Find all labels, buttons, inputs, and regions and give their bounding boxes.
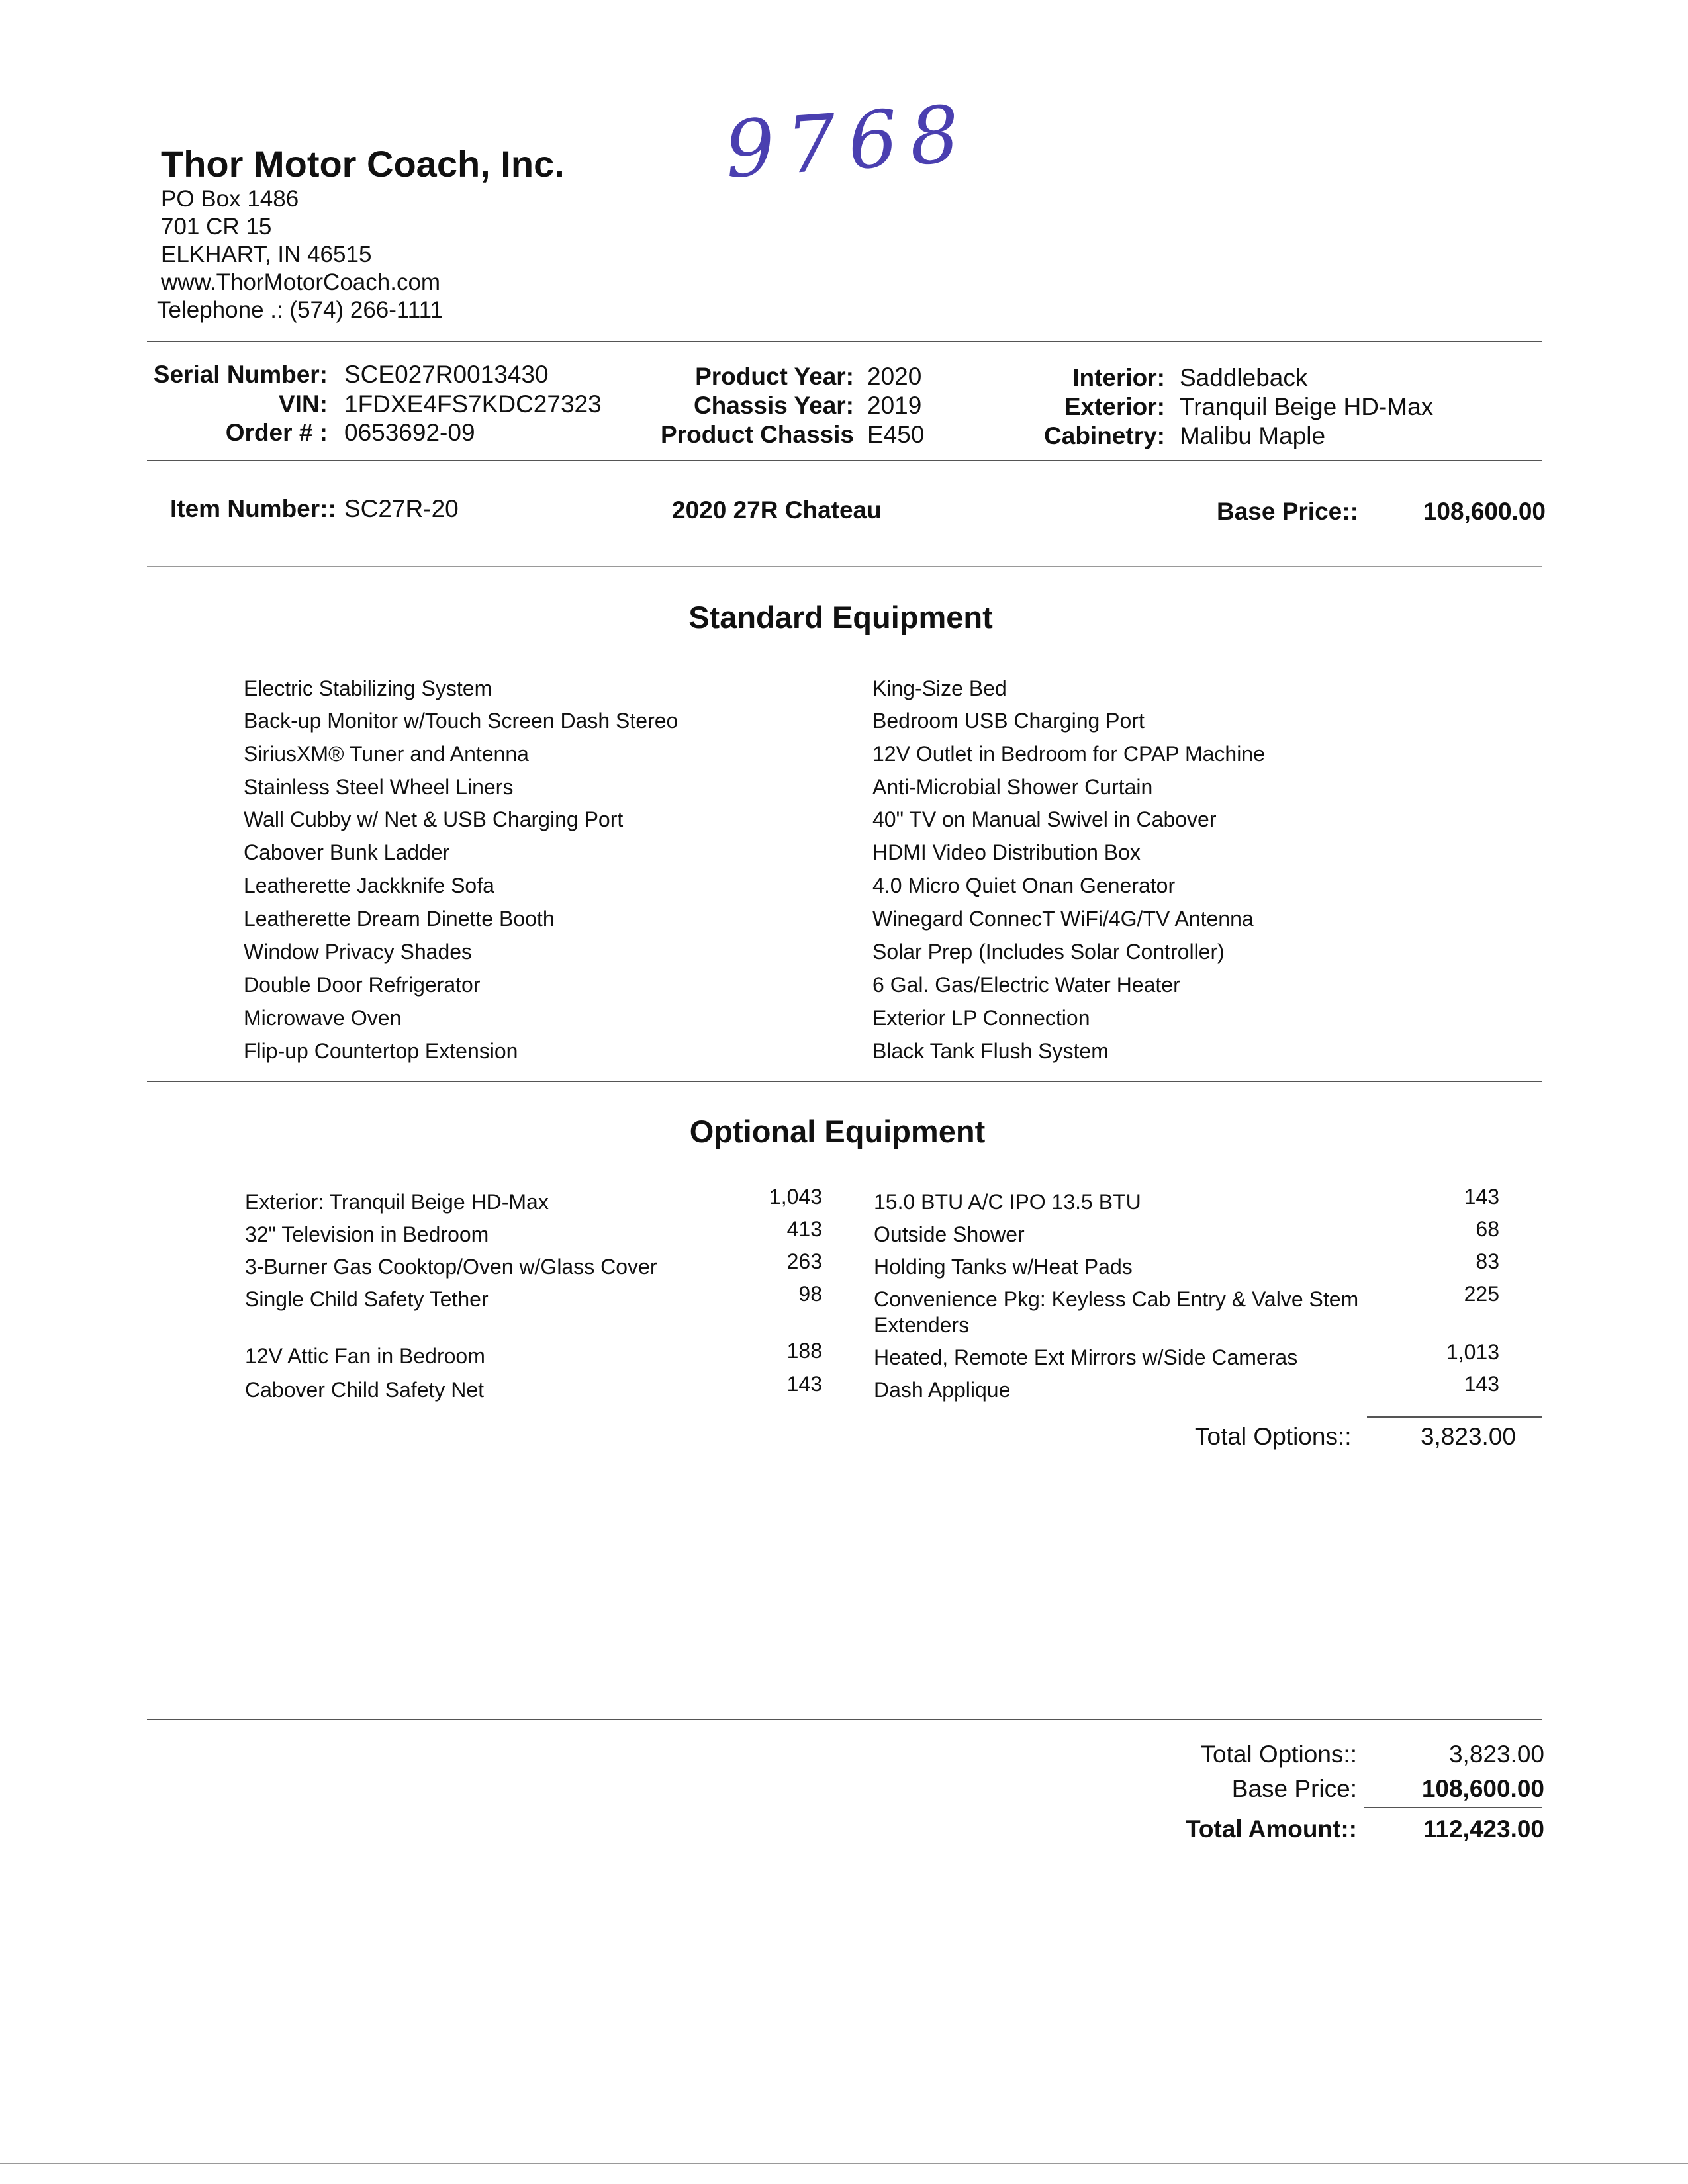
option-price: 1,013 bbox=[1446, 1340, 1499, 1364]
vin-label: VIN: bbox=[279, 390, 328, 418]
option-price: 1,043 bbox=[769, 1185, 822, 1208]
divider bbox=[147, 1719, 1542, 1720]
list-item: Black Tank Flush System bbox=[872, 1039, 1109, 1063]
product-year-value: 2020 bbox=[867, 363, 922, 390]
cabinetry-value: Malibu Maple bbox=[1180, 422, 1326, 449]
base-price-label: Base Price:: bbox=[1217, 498, 1358, 525]
exterior-value: Tranquil Beige HD-Max bbox=[1180, 393, 1434, 420]
summary-base-value: 108,600.00 bbox=[1421, 1775, 1544, 1802]
model-name: 2020 27R Chateau bbox=[672, 496, 882, 523]
option-name: Outside Shower bbox=[874, 1222, 1025, 1246]
list-item: Electric Stabilizing System bbox=[244, 676, 492, 700]
product-chassis-label: Product Chassis bbox=[661, 421, 854, 448]
address-line: 701 CR 15 bbox=[161, 214, 272, 240]
option-price: 413 bbox=[786, 1217, 822, 1241]
total-amount-label: Total Amount:: bbox=[1186, 1815, 1357, 1843]
list-item: SiriusXM® Tuner and Antenna bbox=[244, 742, 529, 766]
option-name: Convenience Pkg: Keyless Cab Entry & Valve Stem bbox=[874, 1287, 1359, 1311]
product-chassis-value: E450 bbox=[867, 421, 925, 448]
list-item: Solar Prep (Includes Solar Controller) bbox=[872, 940, 1225, 964]
serial-label: Serial Number: bbox=[153, 361, 328, 388]
list-item: 4.0 Micro Quiet Onan Generator bbox=[872, 874, 1176, 897]
optional-equipment-title: Optional Equipment bbox=[689, 1114, 986, 1149]
list-item: Exterior LP Connection bbox=[872, 1006, 1090, 1030]
summary-options-label: Total Options:: bbox=[1200, 1741, 1357, 1768]
chassis-year-value: 2019 bbox=[867, 392, 922, 419]
list-item: 12V Outlet in Bedroom for CPAP Machine bbox=[872, 742, 1265, 766]
option-name: 32" Television in Bedroom bbox=[245, 1222, 489, 1246]
product-year-label: Product Year: bbox=[695, 363, 854, 390]
item-number-value: SC27R-20 bbox=[344, 495, 459, 522]
list-item: Bedroom USB Charging Port bbox=[872, 709, 1145, 733]
list-item: Cabover Bunk Ladder bbox=[244, 841, 450, 864]
option-name: 3-Burner Gas Cooktop/Oven w/Glass Cover bbox=[245, 1255, 657, 1279]
list-item: Back-up Monitor w/Touch Screen Dash Stereo bbox=[244, 709, 679, 733]
divider bbox=[147, 1081, 1542, 1082]
address-line: PO Box 1486 bbox=[161, 186, 299, 212]
list-item: Wall Cubby w/ Net & USB Charging Port bbox=[244, 807, 624, 831]
divider bbox=[1364, 1807, 1542, 1808]
standard-equipment-title: Standard Equipment bbox=[688, 600, 993, 635]
item-number-label: Item Number:: bbox=[170, 495, 336, 522]
list-item: Microwave Oven bbox=[244, 1006, 402, 1030]
telephone: Telephone .: (574) 266-1111 bbox=[157, 297, 443, 323]
option-name-continued: Extenders bbox=[874, 1313, 970, 1337]
option-price: 143 bbox=[786, 1372, 822, 1396]
list-item: Flip-up Countertop Extension bbox=[244, 1039, 518, 1063]
option-name: Single Child Safety Tether bbox=[245, 1287, 489, 1311]
list-item: 40" TV on Manual Swivel in Cabover bbox=[872, 807, 1217, 831]
address-line: ELKHART, IN 46515 bbox=[161, 242, 372, 267]
list-item: Winegard ConnecT WiFi/4G/TV Antenna bbox=[872, 907, 1254, 931]
divider bbox=[147, 566, 1542, 567]
interior-label: Interior: bbox=[1072, 364, 1165, 391]
option-name: 15.0 BTU A/C IPO 13.5 BTU bbox=[874, 1190, 1141, 1214]
option-name: Holding Tanks w/Heat Pads bbox=[874, 1255, 1133, 1279]
order-label: Order # : bbox=[225, 419, 328, 446]
summary-options-value: 3,823.00 bbox=[1448, 1741, 1544, 1768]
list-item: Leatherette Jackknife Sofa bbox=[244, 874, 494, 897]
list-item: 6 Gal. Gas/Electric Water Heater bbox=[872, 973, 1180, 997]
list-item: Anti-Microbial Shower Curtain bbox=[872, 775, 1153, 799]
list-item: Leatherette Dream Dinette Booth bbox=[244, 907, 555, 931]
total-amount-value: 112,423.00 bbox=[1423, 1815, 1544, 1843]
list-item: King-Size Bed bbox=[872, 676, 1007, 700]
website: www.ThorMotorCoach.com bbox=[161, 269, 441, 295]
handwritten-number: 9768 bbox=[722, 87, 974, 196]
option-name: 12V Attic Fan in Bedroom bbox=[245, 1344, 485, 1368]
divider bbox=[1367, 1416, 1542, 1418]
option-price: 98 bbox=[798, 1282, 822, 1306]
options-total-label: Total Options:: bbox=[1195, 1423, 1352, 1450]
summary-base-label: Base Price: bbox=[1231, 1775, 1357, 1802]
option-name: Cabover Child Safety Net bbox=[245, 1378, 485, 1402]
list-item: Window Privacy Shades bbox=[244, 940, 473, 964]
option-price: 188 bbox=[786, 1339, 822, 1363]
list-item: Double Door Refrigerator bbox=[244, 973, 481, 997]
cabinetry-label: Cabinetry: bbox=[1044, 422, 1165, 449]
option-name: Heated, Remote Ext Mirrors w/Side Cameras bbox=[874, 1345, 1298, 1369]
option-price: 68 bbox=[1476, 1217, 1499, 1241]
options-total-value: 3,823.00 bbox=[1420, 1423, 1516, 1450]
chassis-year-label: Chassis Year: bbox=[693, 392, 854, 419]
base-price-value: 108,600.00 bbox=[1423, 498, 1546, 525]
divider bbox=[147, 341, 1542, 342]
option-price: 83 bbox=[1476, 1250, 1499, 1273]
exterior-label: Exterior: bbox=[1064, 393, 1165, 420]
option-price: 143 bbox=[1464, 1372, 1499, 1396]
divider bbox=[147, 460, 1542, 461]
order-value: 0653692-09 bbox=[344, 419, 475, 446]
option-price: 225 bbox=[1464, 1282, 1499, 1306]
interior-value: Saddleback bbox=[1180, 364, 1308, 391]
option-price: 143 bbox=[1464, 1185, 1499, 1208]
vin-value: 1FDXE4FS7KDC27323 bbox=[344, 390, 602, 418]
serial-value: SCE027R0013430 bbox=[344, 361, 549, 388]
option-name: Exterior: Tranquil Beige HD-Max bbox=[245, 1190, 549, 1214]
scan-edge-line bbox=[0, 2163, 1688, 2164]
list-item: HDMI Video Distribution Box bbox=[872, 841, 1141, 864]
option-name: Dash Applique bbox=[874, 1378, 1011, 1402]
company-name: Thor Motor Coach, Inc. bbox=[161, 143, 565, 185]
option-price: 263 bbox=[786, 1250, 822, 1273]
list-item: Stainless Steel Wheel Liners bbox=[244, 775, 514, 799]
